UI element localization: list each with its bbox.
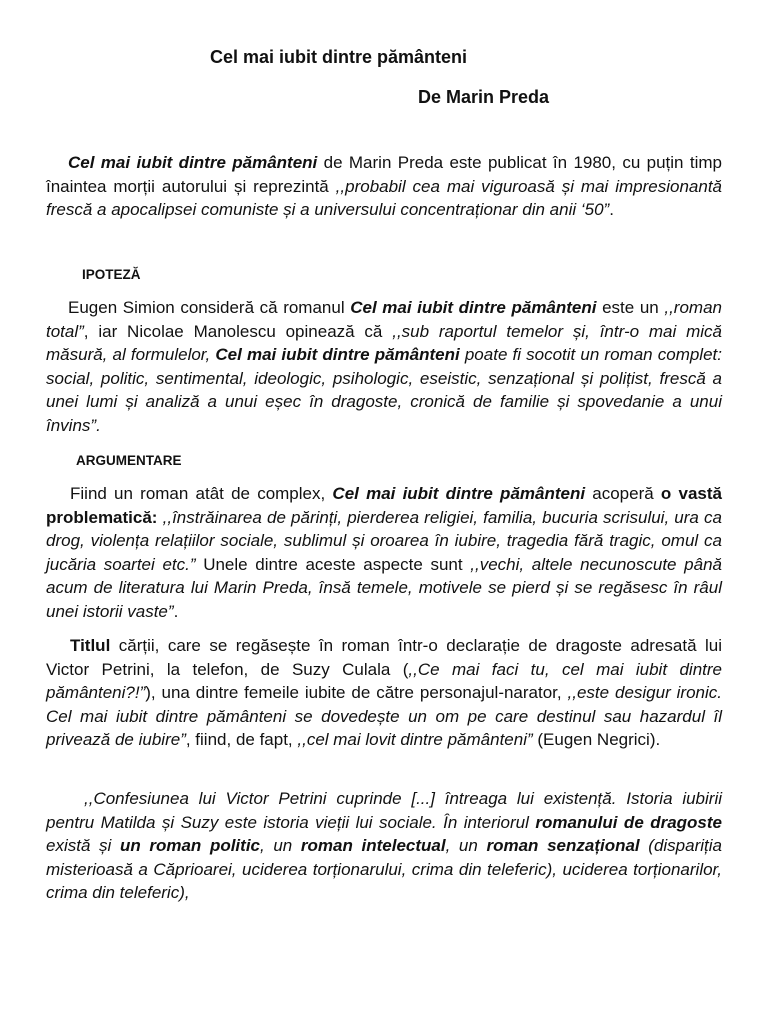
document-title: Cel mai iubit dintre pământeni — [210, 47, 468, 67]
text-run: , fiind, de fapt, — [185, 730, 298, 749]
text-run: ,,Ce mai faci tu, cel mai iubit dintre pământeni?!” — [46, 659, 722, 702]
text-run: ,,este desigur ironic. Cel mai iubit dintre pământeni se dovedește un om pe care destinul sau hazardul îl privează de iubire” — [46, 683, 722, 749]
text-run: , un — [260, 836, 301, 855]
text-run: roman intelectual — [300, 836, 446, 855]
text-run: ,,roman total” — [46, 298, 722, 341]
heading-ipoteza: IPOTEZĂ — [82, 267, 141, 282]
text-run: de Marin Preda este publicat în 1980, cu puțin timp înaintea morții autorului și reprezintă — [46, 153, 722, 196]
text-run: roman senzațional — [486, 836, 640, 855]
text-run: cărții, care se regăsește în roman într-o declarație de dragoste adresată lui Victor Petrini, la telefon, de Suzy Culala ( — [46, 636, 722, 679]
text-run: Cel mai iubit dintre pământeni — [332, 484, 586, 503]
text-run: ,,probabil cea mai viguroasă și mai impresionantă frescă a apocalipsei comuniste și a universului concentraționar din anii ‘50” — [46, 176, 722, 219]
text-run: Cel mai iubit dintre pământeni — [350, 298, 597, 317]
text-run: , iar Nicolae Manolescu opinează că — [83, 321, 393, 341]
text-run: Fiind un roman atât de complex, — [70, 484, 333, 503]
argument-paragraph-3 — [46, 787, 722, 905]
text-run: Eugen Simion consideră că romanul — [68, 298, 351, 317]
hypothesis-paragraph — [46, 296, 722, 437]
text-run: este un — [596, 298, 665, 317]
text-run: ,,Confesiunea lui Victor Petrini cuprinde [...] întreaga lui existență. Istoria iubirii pentru Matilda și Suzy este istoria vieții lui sociale. În interiorul — [46, 789, 722, 832]
text-run: Titlul — [70, 636, 111, 655]
text-run: , un — [445, 836, 487, 855]
text-run: poate fi socotit un roman complet: social, politic, sentimental, ideologic, psihologic, eseistic, senzațional și polițist, frescă a unei lumi și analiză a unui eșec în dragoste, cronică de familie și spovedanie a unui învins”. — [46, 345, 722, 435]
text-run: o vastă problematică: — [46, 484, 722, 527]
text-run: există și — [46, 836, 120, 855]
text-run: . — [173, 601, 179, 621]
intro-paragraph — [46, 151, 722, 222]
text-run: . — [609, 200, 614, 219]
text-run: ,,vechi, altele necunoscute până acum de literatura lui Marin Preda, însă temele, motivele se pierd și se regăsesc în râul unei istorii vaste” — [46, 554, 723, 621]
text-run: Unele dintre aceste aspecte sunt — [195, 554, 471, 574]
text-run: acoperă — [585, 484, 661, 503]
heading-argumentare: ARGUMENTARE — [76, 453, 182, 468]
text-run: (dispariția misterioasă a Căprioarei, uciderea torționarului, crima din teleferic), uciderea torționarilor, crima din teleferic), — [46, 836, 722, 902]
argument-paragraph-2 — [46, 634, 722, 752]
text-run: ,,cel mai lovit dintre pământeni” — [297, 730, 533, 749]
text-run: Cel mai iubit dintre pământeni — [215, 345, 460, 364]
text-run: ), una dintre femeile iubite de către personajul-narator, — [145, 683, 568, 702]
argument-paragraph-1 — [46, 482, 722, 623]
text-run: ,,sub raportul temelor și, într-o mai mică măsură, al formulelor, — [46, 321, 722, 364]
text-run: romanului de dragoste — [535, 812, 722, 832]
text-run: Cel mai iubit dintre pământeni — [68, 153, 318, 172]
text-run: (Eugen Negrici). — [532, 730, 661, 749]
document-author: De Marin Preda — [418, 87, 550, 107]
text-run: ,,înstrăinarea de părinți, pierderea religiei, familia, bucuria scrisului, ura ca drog, violența relațiilor sociale, sublimul și oroarea în iubire, tragedia fără tragic, omul ca jucăria soartei etc.” — [46, 507, 722, 574]
text-run: un roman politic — [119, 836, 260, 855]
